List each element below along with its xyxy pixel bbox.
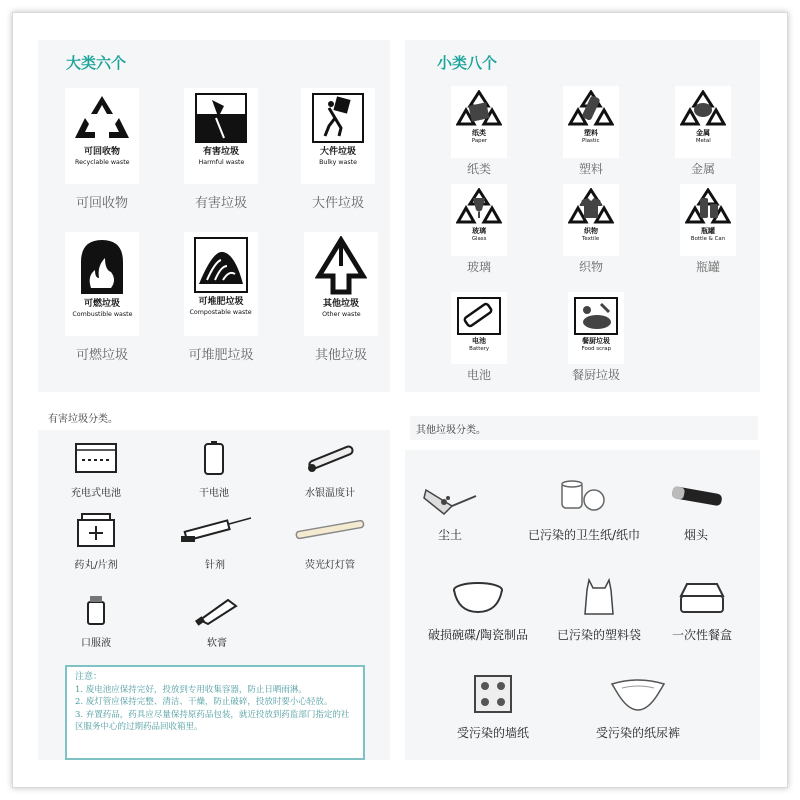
notice-line: 3. 弃置药品，药具应尽量保持原药品包装，就近投放到药监部门指定的社区服务中心的过期药品回收箱里。 bbox=[75, 709, 350, 732]
sign-zh: 有害垃圾 bbox=[202, 147, 239, 157]
sign-zh: 可燃垃圾 bbox=[83, 299, 120, 309]
fluorescent-tube-icon bbox=[292, 512, 368, 548]
sign-en: Textile bbox=[582, 235, 600, 242]
dry-battery-icon bbox=[199, 440, 229, 476]
category-label: 餐厨垃圾 bbox=[571, 368, 620, 382]
minor-item-food-scrap bbox=[560, 292, 632, 383]
major-categories-title: 大类六个 bbox=[66, 54, 127, 72]
flame-icon bbox=[77, 236, 127, 296]
other-item bbox=[440, 674, 546, 741]
metal-icon bbox=[680, 90, 726, 128]
other-item bbox=[580, 674, 696, 741]
sign-en: Combustible waste bbox=[71, 310, 133, 318]
category-label: 可燃垃圾 bbox=[75, 348, 128, 363]
other-item bbox=[660, 580, 744, 643]
other-item bbox=[664, 476, 728, 543]
harmful-item bbox=[64, 512, 128, 571]
sign-en: Bulky waste bbox=[319, 158, 357, 166]
item-label: 软膏 bbox=[207, 638, 227, 649]
notice-line: 2. 废灯管应保持完整、清洁、干燥，防止破碎，投放时要小心轻放。 bbox=[75, 697, 333, 707]
major-item-other bbox=[298, 232, 384, 363]
item-label: 一次性餐盒 bbox=[671, 628, 732, 642]
item-label: 烟头 bbox=[683, 528, 708, 542]
harmful-notice bbox=[65, 665, 365, 760]
paper-icon bbox=[456, 90, 502, 128]
sign-en: Bottle & Can bbox=[690, 235, 726, 242]
item-label: 干电池 bbox=[199, 488, 229, 499]
category-label: 瓶罐 bbox=[695, 260, 720, 274]
minor-item-plastic bbox=[560, 86, 622, 177]
harmful-waste-icon bbox=[194, 92, 248, 144]
item-label: 口服液 bbox=[81, 638, 111, 649]
sign-zh: 大件垃圾 bbox=[319, 147, 356, 157]
tissue-icon bbox=[556, 476, 612, 516]
sign-zh: 可回收物 bbox=[83, 147, 120, 157]
minor-item-battery bbox=[448, 292, 510, 383]
cigarette-icon bbox=[666, 476, 726, 516]
category-label: 织物 bbox=[578, 260, 603, 274]
category-label: 电池 bbox=[466, 368, 491, 382]
sign-zh: 餐厨垃圾 bbox=[582, 337, 610, 345]
lunch-box-icon bbox=[677, 580, 727, 616]
item-label: 荧光灯灯管 bbox=[305, 560, 355, 571]
battery-icon bbox=[456, 296, 502, 336]
pill-box-icon bbox=[74, 512, 118, 548]
other-item bbox=[514, 476, 654, 543]
diaper-icon bbox=[608, 674, 668, 714]
category-label: 其他垃圾 bbox=[314, 348, 367, 363]
sign-en: Recyclable waste bbox=[74, 158, 130, 166]
item-label: 充电式电池 bbox=[71, 488, 121, 499]
other-item bbox=[546, 576, 652, 643]
category-label: 大件垃圾 bbox=[311, 196, 364, 211]
item-label: 针剂 bbox=[205, 560, 225, 571]
item-label: 已污染的塑料袋 bbox=[556, 628, 641, 642]
major-item-recyclable bbox=[62, 88, 142, 211]
category-label: 可堆肥垃圾 bbox=[188, 348, 254, 363]
sign-zh: 金属 bbox=[696, 129, 710, 137]
sign-en: Harmful waste bbox=[198, 158, 244, 166]
sign-zh: 其他垃圾 bbox=[322, 299, 359, 309]
thermometer-icon bbox=[300, 440, 360, 476]
sign-zh: 塑料 bbox=[584, 129, 598, 137]
plastic-icon bbox=[568, 90, 614, 128]
glass-icon bbox=[456, 188, 502, 226]
harmful-item bbox=[182, 594, 252, 649]
minor-item-glass bbox=[448, 184, 510, 275]
other-item bbox=[420, 476, 480, 543]
bowl-icon bbox=[450, 580, 506, 616]
item-label: 药丸/片剂 bbox=[74, 560, 118, 571]
oral-liquid-icon bbox=[81, 594, 111, 626]
notice-line: 1. 废电池应保持完好，投放到专用收集容器，防止日晒雨淋。 bbox=[75, 684, 307, 695]
sign-zh: 织物 bbox=[584, 227, 598, 235]
category-label: 有害垃圾 bbox=[194, 196, 247, 211]
sign-en: Plastic bbox=[582, 137, 600, 144]
syringe-icon bbox=[175, 512, 255, 548]
rechargeable-battery-icon bbox=[74, 440, 118, 476]
category-label: 塑料 bbox=[578, 162, 603, 176]
bottle-can-icon bbox=[685, 188, 731, 226]
minor-item-metal bbox=[672, 86, 734, 177]
dustpan-icon bbox=[422, 476, 478, 516]
sign-en: Compostable waste bbox=[189, 308, 253, 316]
harmful-item bbox=[170, 512, 260, 571]
harmful-item bbox=[288, 512, 372, 571]
category-label: 纸类 bbox=[466, 162, 491, 176]
sign-en: Metal bbox=[695, 137, 711, 144]
sign-zh: 电池 bbox=[472, 337, 486, 345]
harmful-item bbox=[288, 440, 372, 499]
minor-item-textile bbox=[560, 184, 622, 275]
notice-title: 注意： bbox=[75, 672, 103, 682]
harmful-item bbox=[64, 440, 128, 499]
other-waste-icon bbox=[315, 236, 367, 296]
major-item-combustible bbox=[62, 232, 142, 363]
sign-en: Other waste bbox=[321, 310, 361, 318]
sign-en: Glass bbox=[471, 235, 487, 242]
sign-zh: 瓶罐 bbox=[701, 227, 715, 235]
minor-item-paper bbox=[448, 86, 510, 177]
item-label: 破损碗碟/陶瓷制品 bbox=[427, 628, 529, 642]
harmful-caption: 有害垃圾分类。 bbox=[48, 414, 118, 425]
sign-zh: 纸类 bbox=[472, 129, 486, 137]
harmful-item bbox=[64, 594, 128, 649]
sign-en: Food scrap bbox=[581, 345, 611, 352]
category-label: 可回收物 bbox=[75, 196, 128, 211]
category-label: 玻璃 bbox=[466, 260, 491, 274]
sign-zh: 玻璃 bbox=[472, 227, 486, 235]
category-label: 金属 bbox=[690, 162, 715, 176]
item-label: 受污染的墙纸 bbox=[456, 726, 529, 740]
major-item-compostable bbox=[178, 232, 264, 363]
sign-zh: 可堆肥垃圾 bbox=[198, 297, 244, 307]
textile-icon bbox=[568, 188, 614, 226]
major-item-harmful bbox=[178, 88, 264, 211]
item-label: 尘土 bbox=[437, 528, 462, 542]
sign-en: Paper bbox=[471, 137, 487, 144]
plastic-bag-icon bbox=[579, 576, 619, 616]
other-caption: 其他垃圾分类。 bbox=[410, 416, 758, 440]
wallpaper-icon bbox=[471, 674, 515, 714]
item-label: 已污染的卫生纸/纸巾 bbox=[527, 528, 641, 542]
ointment-icon bbox=[192, 594, 242, 626]
item-label: 水银温度计 bbox=[305, 488, 355, 499]
compost-icon bbox=[193, 236, 249, 294]
minor-categories-title: 小类八个 bbox=[437, 54, 498, 72]
harmful-item bbox=[182, 440, 246, 499]
recycle-icon bbox=[73, 92, 131, 144]
sign-en: Battery bbox=[469, 345, 489, 352]
bulky-waste-icon bbox=[311, 92, 365, 144]
other-item bbox=[416, 580, 540, 643]
major-item-bulky bbox=[298, 88, 378, 211]
item-label: 受污染的纸尿裤 bbox=[595, 726, 680, 740]
minor-item-bottle-can bbox=[672, 184, 744, 275]
food-scrap-icon bbox=[573, 296, 619, 336]
